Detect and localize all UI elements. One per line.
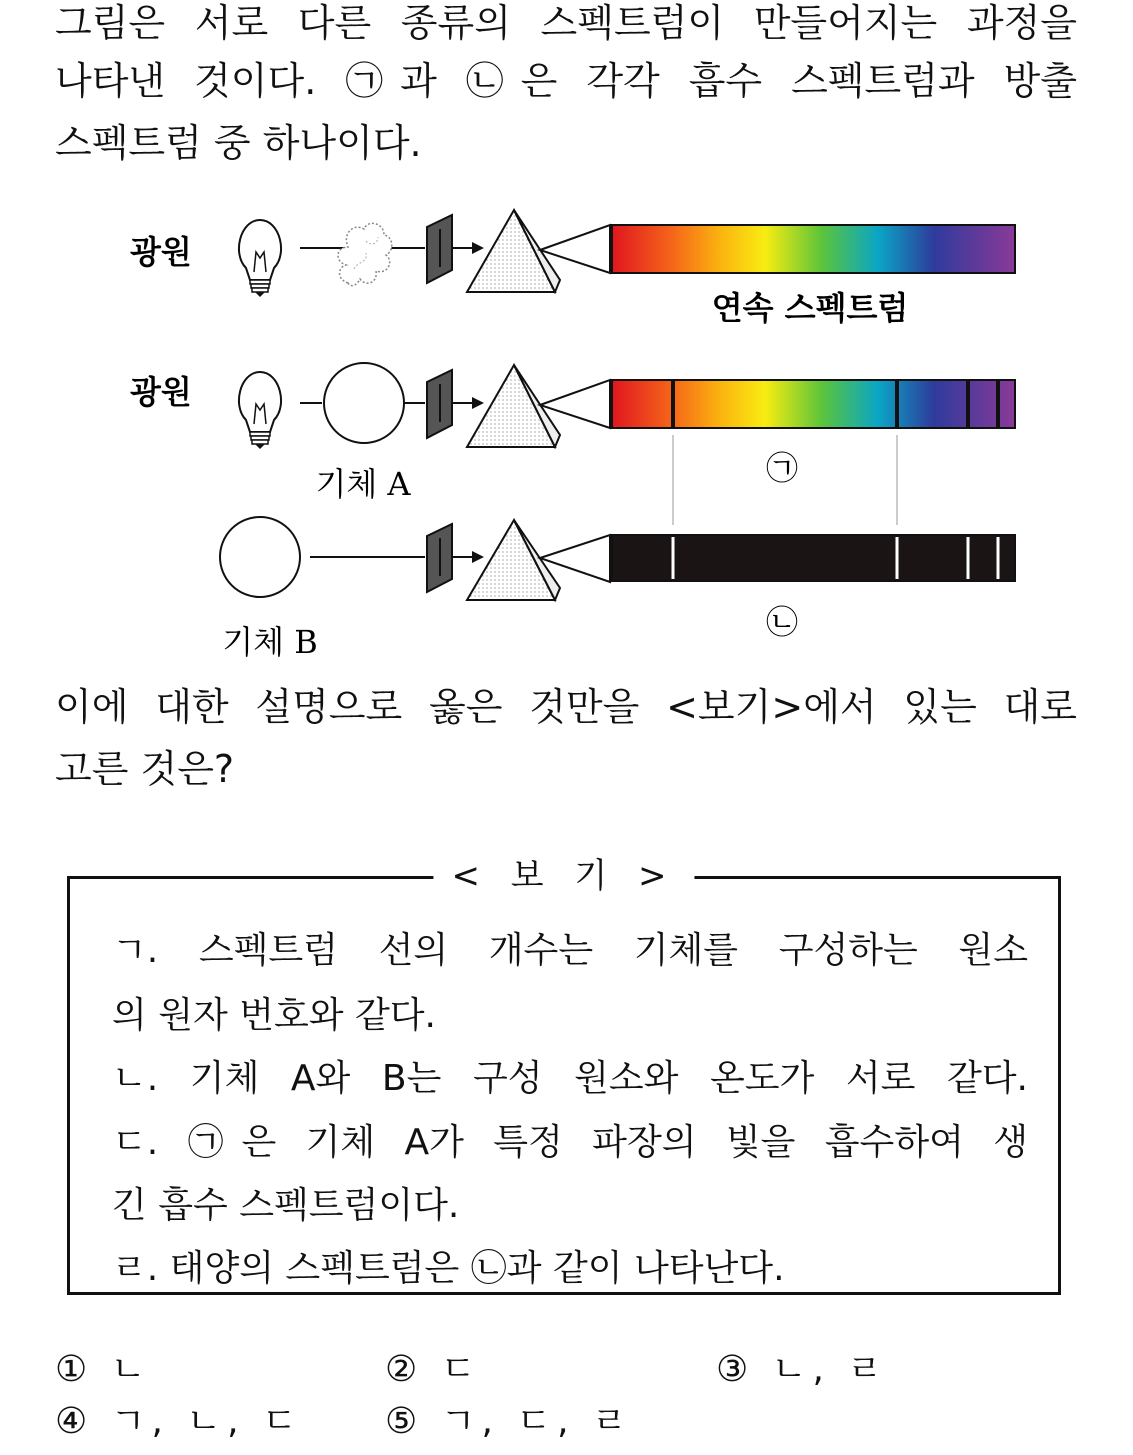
gas-a-label: 기체 A — [315, 465, 411, 503]
choice-text: ㄷ — [440, 1349, 482, 1390]
bogi-item-line: ㄱ. 스펙트럼 선의 개수는 기체를 구성하는 원소 — [112, 930, 1028, 971]
marker-a: ㉠ — [765, 449, 799, 487]
bogi-box — [67, 856, 1061, 1295]
choice-3[interactable] — [716, 1348, 888, 1392]
slit-icon — [427, 370, 452, 438]
light-source-label-1: 광원 — [130, 233, 192, 271]
choice-text: ㄴ — [110, 1349, 152, 1390]
choice-text: ㄱ, ㄷ, ㄹ — [440, 1401, 633, 1442]
question-line-3: 스펙트럼 중 하나이다. — [55, 121, 422, 165]
bogi-item-line: ㄴ. 기체 A와 B는 구성 원소와 온도가 서로 같다. — [112, 1058, 1028, 1099]
spectrum-figure — [110, 195, 1030, 665]
gas-b-circle — [220, 517, 300, 597]
choice-number: ② — [385, 1349, 424, 1390]
light-bulb-icon — [239, 220, 281, 297]
bogi-item-line: ㄹ. 태양의 스펙트럼은 ㉡과 같이 나타난다. — [112, 1248, 785, 1289]
smoke-icon — [338, 223, 392, 285]
bogi-item-line: ㄷ. ㉠은 기체 A가 특정 파장의 빛을 흡수하여 생 — [112, 1122, 1028, 1163]
choice-1[interactable] — [55, 1348, 152, 1392]
choice-5[interactable] — [385, 1400, 633, 1444]
gas-b-label: 기체 B — [222, 623, 318, 661]
prompt-line-1: 이에 대한 설명으로 옳은 것만을 <보기>에서 있는 대로 — [55, 685, 1077, 729]
slit-icon — [427, 215, 452, 283]
choice-4[interactable] — [55, 1400, 303, 1444]
continuous-spectrum-label: 연속 스펙트럼 — [711, 289, 909, 327]
bogi-item-line: 긴 흡수 스펙트럼이다. — [112, 1185, 460, 1226]
marker-b: ㉡ — [765, 603, 799, 641]
bogi-title: < 보 기 > — [433, 853, 694, 899]
choice-number: ⑤ — [385, 1401, 424, 1442]
light-source-label-2: 광원 — [130, 373, 192, 411]
continuous-spectrum-bar — [612, 225, 1015, 273]
choice-number: ③ — [716, 1349, 755, 1390]
question-line-2: 나타낸 것이다. ㉠과 ㉡은 각각 흡수 스펙트럼과 방출 — [55, 59, 1077, 103]
slit-icon — [427, 524, 452, 592]
question-line-1: 그림은 서로 다른 종류의 스펙트럼이 만들어지는 과정을 — [55, 1, 1077, 45]
choice-number: ④ — [55, 1401, 94, 1442]
bogi-item-line: 의 원자 번호와 같다. — [112, 995, 436, 1036]
light-bulb-icon — [239, 372, 281, 449]
prompt-line-2: 고른 것은? — [55, 747, 235, 791]
choice-text: ㄴ, ㄹ — [771, 1349, 889, 1390]
choice-text: ㄱ, ㄴ, ㄷ — [110, 1401, 303, 1442]
gas-a-circle — [324, 363, 404, 443]
choice-number: ① — [55, 1349, 94, 1390]
choice-2[interactable] — [385, 1348, 482, 1392]
